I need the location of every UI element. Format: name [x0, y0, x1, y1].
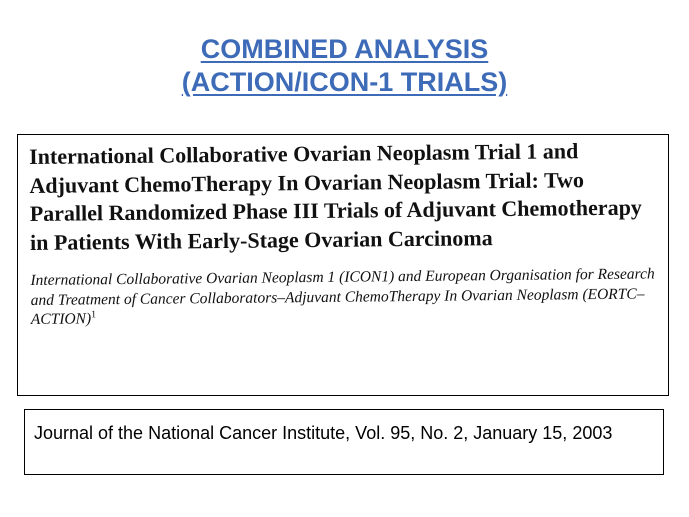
slide-title-line-1: COMBINED ANALYSIS [200, 34, 489, 64]
slide-title [0, 33, 689, 99]
journal-citation-text: Journal of the National Cancer Institute, Vol. 95, No. 2, January 15, 2003 [34, 423, 613, 443]
article-title: International Collaborative Ovarian Neoplasm Trial 1 and Adjuvant ChemoTherapy In Ovarian Neoplasm Trial: Two Parallel Randomized Phase III Trials of Adjuvant Chemotherapy in Patients With Early-Stage Ovarian Carcinoma [29, 138, 642, 255]
article-header-content [29, 136, 661, 329]
journal-citation-box [24, 409, 664, 475]
author-footnote-marker: 1 [91, 309, 97, 321]
article-authors [30, 264, 661, 329]
article-header-box [17, 134, 669, 396]
article-authors-text: International Collaborative Ovarian Neoplasm 1 (ICON1) and European Organisation for Research and Treatment of Cancer Collaborators–Adjuvant ChemoTherapy In Ovarian Neoplasm (EORTC–ACTION) [30, 265, 655, 328]
slide-title-line-2: (ACTION/ICON-1 TRIALS) [181, 67, 508, 97]
